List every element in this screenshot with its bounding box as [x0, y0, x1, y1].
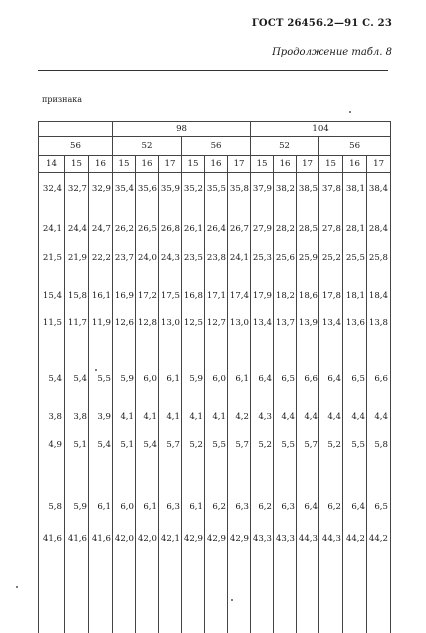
table-row — [38, 502, 388, 514]
table-cell: 27,9 — [253, 224, 272, 234]
table-row — [38, 318, 388, 330]
table-row — [38, 534, 388, 546]
column-header: 14 — [39, 156, 65, 173]
table-cell: 24,0 — [138, 253, 157, 263]
table-cell: 21,9 — [68, 253, 87, 263]
table-cell: 3,9 — [97, 412, 111, 422]
table-cell: 18,4 — [369, 291, 388, 301]
table-cell: 6,3 — [166, 502, 180, 512]
body-column — [319, 173, 343, 633]
table-cell: 42,0 — [138, 534, 157, 544]
table-cell: 6,2 — [212, 502, 226, 512]
table-cell: 6,3 — [281, 502, 295, 512]
table-cell: 6,5 — [281, 374, 295, 384]
table-cell: 4,1 — [143, 412, 157, 422]
table-cell: 4,9 — [48, 440, 62, 450]
table-cell: 13,6 — [346, 318, 365, 328]
column-header: 16 — [89, 156, 113, 173]
table-cell: 25,5 — [346, 253, 365, 263]
table-row — [38, 412, 388, 424]
table-cell: 13,9 — [299, 318, 318, 328]
body-column — [159, 173, 182, 633]
table-cell: 26,5 — [138, 224, 157, 234]
body-column — [65, 173, 89, 633]
column-header: 17 — [228, 156, 251, 173]
table-row — [38, 374, 388, 386]
table-cell: 5,1 — [120, 440, 134, 450]
table-cell: 25,3 — [253, 253, 272, 263]
table-cell: 42,9 — [207, 534, 226, 544]
column-note: признака — [42, 95, 82, 104]
table-cell: 6,0 — [120, 502, 134, 512]
table-cell: 42,1 — [161, 534, 180, 544]
table-cell: 5,5 — [212, 440, 226, 450]
table-cell: 35,6 — [138, 184, 157, 194]
table-cell: 5,4 — [73, 374, 87, 384]
body-column — [89, 173, 113, 633]
table-cell: 17,2 — [138, 291, 157, 301]
table-cell: 28,4 — [369, 224, 388, 234]
table-cell: 6,1 — [97, 502, 111, 512]
table-cell: 5,2 — [258, 440, 272, 450]
table-cell: 6,6 — [304, 374, 318, 384]
table-cell: 6,1 — [235, 374, 249, 384]
table-cell: 13,4 — [253, 318, 272, 328]
table-cell: 6,4 — [351, 502, 365, 512]
table-cell: 18,2 — [276, 291, 295, 301]
table-cell: 28,1 — [346, 224, 365, 234]
table-cell: 12,7 — [207, 318, 226, 328]
table-cell: 17,5 — [161, 291, 180, 301]
table-cell: 18,1 — [346, 291, 365, 301]
table-cell: 42,9 — [184, 534, 203, 544]
table-cell: 35,4 — [115, 184, 134, 194]
table-cell: 42,9 — [230, 534, 249, 544]
table-cell: 43,3 — [253, 534, 272, 544]
table-cell: 22,2 — [92, 253, 111, 263]
table-cell: 42,0 — [115, 534, 134, 544]
table-cell: 17,8 — [322, 291, 341, 301]
table-cell: 5,1 — [73, 440, 87, 450]
table-cell: 38,5 — [299, 184, 318, 194]
table-cell: 35,5 — [207, 184, 226, 194]
table-cell: 13,0 — [161, 318, 180, 328]
table-cell: 28,2 — [276, 224, 295, 234]
table-cell: 12,5 — [184, 318, 203, 328]
table-cell: 13,7 — [276, 318, 295, 328]
table-cell: 4,3 — [258, 412, 272, 422]
table-cell: 26,4 — [207, 224, 226, 234]
table-cell: 35,2 — [184, 184, 203, 194]
table-cell: 35,9 — [161, 184, 180, 194]
table-cell: 12,8 — [138, 318, 157, 328]
group-header-104: 104 — [251, 122, 391, 137]
table-cell: 5,4 — [48, 374, 62, 384]
column-header: 16 — [136, 156, 159, 173]
table-cell: 6,0 — [143, 374, 157, 384]
table-cell: 4,4 — [281, 412, 295, 422]
table-cell: 44,2 — [369, 534, 388, 544]
table-cell: 13,4 — [322, 318, 341, 328]
table-cell: 4,1 — [166, 412, 180, 422]
table-cell: 26,1 — [184, 224, 203, 234]
table-cell: 6,2 — [258, 502, 272, 512]
table-cell: 12,6 — [115, 318, 134, 328]
table-cell: 4,2 — [235, 412, 249, 422]
table-cell: 5,5 — [97, 374, 111, 384]
table-cell: 25,8 — [369, 253, 388, 263]
column-header: 15 — [65, 156, 89, 173]
table-cell: 4,4 — [374, 412, 388, 422]
table-cell: 44,3 — [299, 534, 318, 544]
table-cell: 5,7 — [304, 440, 318, 450]
table-cell: 35,8 — [230, 184, 249, 194]
table-cell: 6,6 — [374, 374, 388, 384]
column-header: 17 — [297, 156, 319, 173]
table-cell: 37,9 — [253, 184, 272, 194]
table-cell: 6,5 — [374, 502, 388, 512]
column-header: 15 — [182, 156, 205, 173]
body-column — [367, 173, 391, 633]
table-row — [38, 253, 388, 265]
table-cell: 5,9 — [189, 374, 203, 384]
table-cell: 4,4 — [327, 412, 341, 422]
column-header: 16 — [205, 156, 228, 173]
column-header: 17 — [159, 156, 182, 173]
body-column — [274, 173, 297, 633]
table-cell: 16,1 — [92, 291, 111, 301]
page-header: ГОСТ 26456.2—91 С. 23 — [252, 18, 392, 29]
table-cell: 38,1 — [346, 184, 365, 194]
table-row — [38, 440, 388, 452]
table-cell: 5,5 — [281, 440, 295, 450]
table-cell: 4,4 — [304, 412, 318, 422]
table-cell: 5,8 — [374, 440, 388, 450]
table-cell: 5,9 — [120, 374, 134, 384]
speck — [16, 586, 18, 588]
table-continuation-caption: Продолжение табл. 8 — [272, 47, 392, 58]
body-column — [297, 173, 319, 633]
table-cell: 15,8 — [68, 291, 87, 301]
table-cell: 6,4 — [327, 374, 341, 384]
table-cell: 4,1 — [120, 412, 134, 422]
table-cell: 17,9 — [253, 291, 272, 301]
table-cell: 16,9 — [115, 291, 134, 301]
sub-header-56: 56 — [39, 137, 113, 156]
speck — [95, 369, 97, 371]
table-cell: 13,0 — [230, 318, 249, 328]
table-cell: 5,7 — [166, 440, 180, 450]
table-cell: 5,4 — [97, 440, 111, 450]
table-cell: 27,8 — [322, 224, 341, 234]
table-cell: 43,3 — [276, 534, 295, 544]
table-cell: 5,8 — [48, 502, 62, 512]
table-cell: 6,5 — [351, 374, 365, 384]
column-header: 16 — [274, 156, 297, 173]
table-cell: 5,9 — [73, 502, 87, 512]
table-row — [38, 184, 388, 196]
blank-header-cell — [39, 122, 113, 137]
table-cell: 5,4 — [143, 440, 157, 450]
table-cell: 17,1 — [207, 291, 226, 301]
sub-header-56: 56 — [182, 137, 251, 156]
table-cell: 6,0 — [212, 374, 226, 384]
table-cell: 23,8 — [207, 253, 226, 263]
table-cell: 32,7 — [68, 184, 87, 194]
table-cell: 38,4 — [369, 184, 388, 194]
body-column — [205, 173, 228, 633]
table-cell: 4,1 — [189, 412, 203, 422]
table-cell: 24,7 — [92, 224, 111, 234]
table-cell: 3,8 — [48, 412, 62, 422]
table-cell: 26,8 — [161, 224, 180, 234]
table-cell: 6,4 — [304, 502, 318, 512]
table-cell: 41,6 — [43, 534, 62, 544]
table-cell: 15,4 — [43, 291, 62, 301]
table-cell: 44,3 — [322, 534, 341, 544]
table-cell: 24,3 — [161, 253, 180, 263]
table-cell: 17,4 — [230, 291, 249, 301]
table-cell: 6,3 — [235, 502, 249, 512]
table-cell: 25,9 — [299, 253, 318, 263]
body-column — [39, 173, 65, 633]
table-cell: 23,5 — [184, 253, 203, 263]
body-column — [182, 173, 205, 633]
column-header: 15 — [113, 156, 136, 173]
table-cell: 24,4 — [68, 224, 87, 234]
table-cell: 5,2 — [327, 440, 341, 450]
table-cell: 5,5 — [351, 440, 365, 450]
table-cell: 11,5 — [43, 318, 62, 328]
sub-header-52: 52 — [251, 137, 319, 156]
speck — [349, 111, 351, 113]
table-cell: 6,4 — [258, 374, 272, 384]
body-column — [113, 173, 136, 633]
table-cell: 5,2 — [189, 440, 203, 450]
table-cell: 25,2 — [322, 253, 341, 263]
table-cell: 24,1 — [230, 253, 249, 263]
table-cell: 21,5 — [43, 253, 62, 263]
table-row — [38, 224, 388, 236]
column-header: 16 — [343, 156, 367, 173]
table-cell: 5,7 — [235, 440, 249, 450]
table-cell: 6,2 — [327, 502, 341, 512]
body-column — [136, 173, 159, 633]
table-cell: 28,5 — [299, 224, 318, 234]
table-cell: 38,2 — [276, 184, 295, 194]
body-column — [228, 173, 251, 633]
table-cell: 32,4 — [43, 184, 62, 194]
table-cell: 3,8 — [73, 412, 87, 422]
sub-header-56: 56 — [319, 137, 391, 156]
table-cell: 23,7 — [115, 253, 134, 263]
body-column — [251, 173, 274, 633]
table-cell: 32,9 — [92, 184, 111, 194]
table-cell: 37,8 — [322, 184, 341, 194]
table-cell: 4,4 — [351, 412, 365, 422]
table-cell: 18,6 — [299, 291, 318, 301]
group-header-98: 98 — [113, 122, 251, 137]
speck — [231, 599, 233, 601]
table-cell: 6,1 — [166, 374, 180, 384]
table-cell: 41,6 — [92, 534, 111, 544]
table-row — [38, 291, 388, 303]
table-cell: 11,7 — [68, 318, 87, 328]
table-cell: 44,2 — [346, 534, 365, 544]
table-cell: 11,9 — [92, 318, 111, 328]
table-cell: 24,1 — [43, 224, 62, 234]
header-rule — [38, 70, 388, 71]
column-header: 15 — [251, 156, 274, 173]
table-cell: 4,1 — [212, 412, 226, 422]
sub-header-52: 52 — [113, 137, 182, 156]
table-cell: 16,8 — [184, 291, 203, 301]
table-cell: 25,6 — [276, 253, 295, 263]
body-column — [343, 173, 367, 633]
table-cell: 41,6 — [68, 534, 87, 544]
table-cell: 6,1 — [143, 502, 157, 512]
table-cell: 13,8 — [369, 318, 388, 328]
column-header: 17 — [367, 156, 391, 173]
column-header: 15 — [319, 156, 343, 173]
table-cell: 26,7 — [230, 224, 249, 234]
table-cell: 6,1 — [189, 502, 203, 512]
table-cell: 26,2 — [115, 224, 134, 234]
